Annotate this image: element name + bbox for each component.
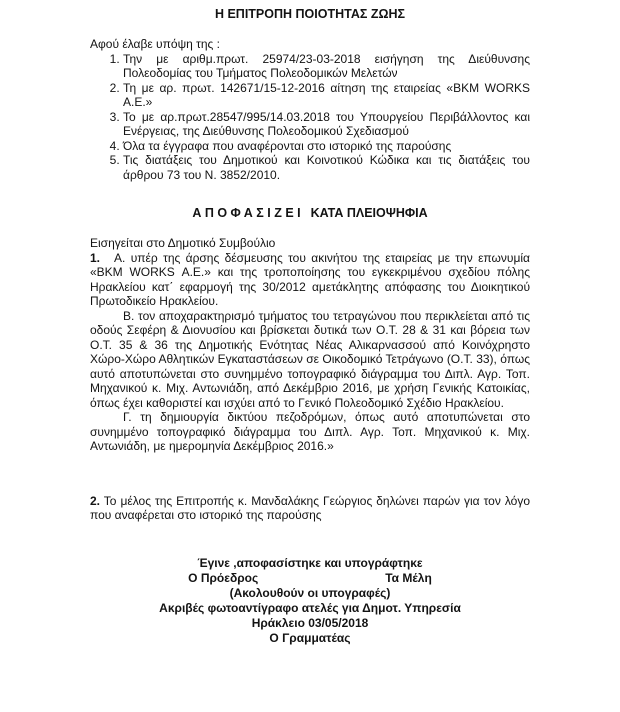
- consideration-item: 1. Την με αριθμ.πρωτ. 25974/23-03-2018 εισήγηση της Διεύθυνσης Πολεοδομίας του Τμήματος Πολεοδομικών Μελετών: [123, 52, 530, 81]
- resolution-item-1a-text: Α. υπέρ της άρσης δέσμευσης του ακινήτου της εταιρείας με την επωνυμία «BKM WORKS Α.Ε.» και της τροποποίησης του εγκεκριμένου σχεδίου πόλης Ηρακλείου κατ΄ εφαρμογή της 30/2012 αμετάκλητης απόφασης του Διοικητικού Πρωτοδικείο Ηρακλείου.: [90, 250, 530, 308]
- consideration-item: 3. Το με αρ.πρωτ.28547/995/14.03.2018 του Υπουργείου Περιβάλλοντος και Ενέργειας, της Διεύθυνσης Πολεοδομικού Σχεδιασμού: [123, 110, 530, 139]
- signatories-spacer: [258, 571, 385, 586]
- secretary-label: Ο Γραμματέας: [269, 630, 351, 645]
- consideration-item: 5. Τις διατάξεις του Δημοτικού και Κοινοτικού Κώδικα και τις διατάξεις του άρθρου 73 του Ν. 3852/2010.: [123, 153, 530, 182]
- resolution-item-1b: Β. τον αποχαρακτηρισμό τμήματος του τετραγώνου που περικλείεται από τις οδούς Σεφέρη & Διονυσίου και βρίσκεται δυτικά των Ο.Τ. 28 & 31 και βόρεια των Ο.Τ. 35 & 36 της Δημοτικής Ενότητας Νέας Αλικαρνασσού από Κοινόχρηστο Χώρο-Χώρο Αθλητικών Εγκαταστάσεων σε Οικοδομικό Τετράγωνο (Ο.Τ. 33), όπως αυτό αποτυπώνεται στο συνημμένο τοπογραφικό διάγραμμα του Διπλ. Αγρ. Τοπ. Μηχανικού κ. Μιχ. Αντωνιάδη, από Δεκέμβριο 2016, με χρήση Γενικής Κατοικίας, όπως έχει καθοριστεί και ισχύει από το Γενικό Πολεοδομικό Σχέδιο Ηρακλείου.: [90, 308, 530, 410]
- signatures-note: (Ακολουθούν οι υπογραφές): [229, 585, 391, 600]
- resolution-item-2: [90, 494, 530, 523]
- considerations-list: [90, 52, 530, 183]
- resolution-item-1a: [90, 251, 530, 309]
- consideration-item: 2. Τη με αρ. πρωτ. 142671/15-12-2016 αίτηση της εταιρείας «BKM WORKS Α.Ε.»: [123, 81, 530, 110]
- proposal-intro: Εισηγείται στο Δημοτικό Συμβούλιο: [90, 236, 276, 250]
- consideration-item: 4. Όλα τα έγγραφα που αναφέρονται στο ιστορικό της παρούσης: [123, 139, 530, 154]
- resolution-item-2-text: Το μέλος της Επιτροπής κ. Μανδαλάκης Γεώργιος δηλώνει παρών για τον λόγο που αναφέρεται στο ιστορικό της παρούσης: [90, 493, 530, 522]
- decision-heading-qualifier: ΚΑΤΑ ΠΛΕΙΟΨΗΦΙΑ: [310, 206, 428, 220]
- closing-enacted-line: Έγινε ,αποφασίστηκε και υπογράφτηκε: [197, 555, 423, 570]
- resolution-item-2-number: 2.: [90, 493, 101, 508]
- considerations-intro: Αφού έλαβε υπόψη της :: [90, 37, 220, 51]
- decision-heading: [90, 206, 530, 221]
- president-label: Ο Πρόεδρος: [188, 570, 259, 585]
- closing-block: [90, 556, 530, 646]
- members-label: Τα Μέλη: [385, 570, 432, 585]
- committee-title: Η ΕΠΙΤΡΟΠΗ ΠΟΙΟΤΗΤΑΣ ΖΩΗΣ: [214, 7, 406, 21]
- signatories-row: [90, 571, 530, 586]
- place-date: Ηράκλειο 03/05/2018: [251, 615, 369, 630]
- decision-heading-word: Α Π Ο Φ Α Σ Ι Ζ Ε Ι: [192, 206, 301, 220]
- resolution-item-1c: Γ. τη δημιουργία δικτύου πεζοδρόμων, όπως αυτό αποτυπώνεται στο συνημμένο τοπογραφικό διάγραμμα του Διπλ. Αγρ. Τοπ. Μηχανικού κ. Μιχ. Αντωνιάδη, με ημερομηνία Δεκέμβριος 2016.»: [90, 410, 530, 453]
- certified-copy-note: Ακριβές φωτοαντίγραφο ατελές για Δημοτ. Υπηρεσία: [159, 600, 461, 615]
- resolution-item-1-number: 1.: [90, 250, 101, 265]
